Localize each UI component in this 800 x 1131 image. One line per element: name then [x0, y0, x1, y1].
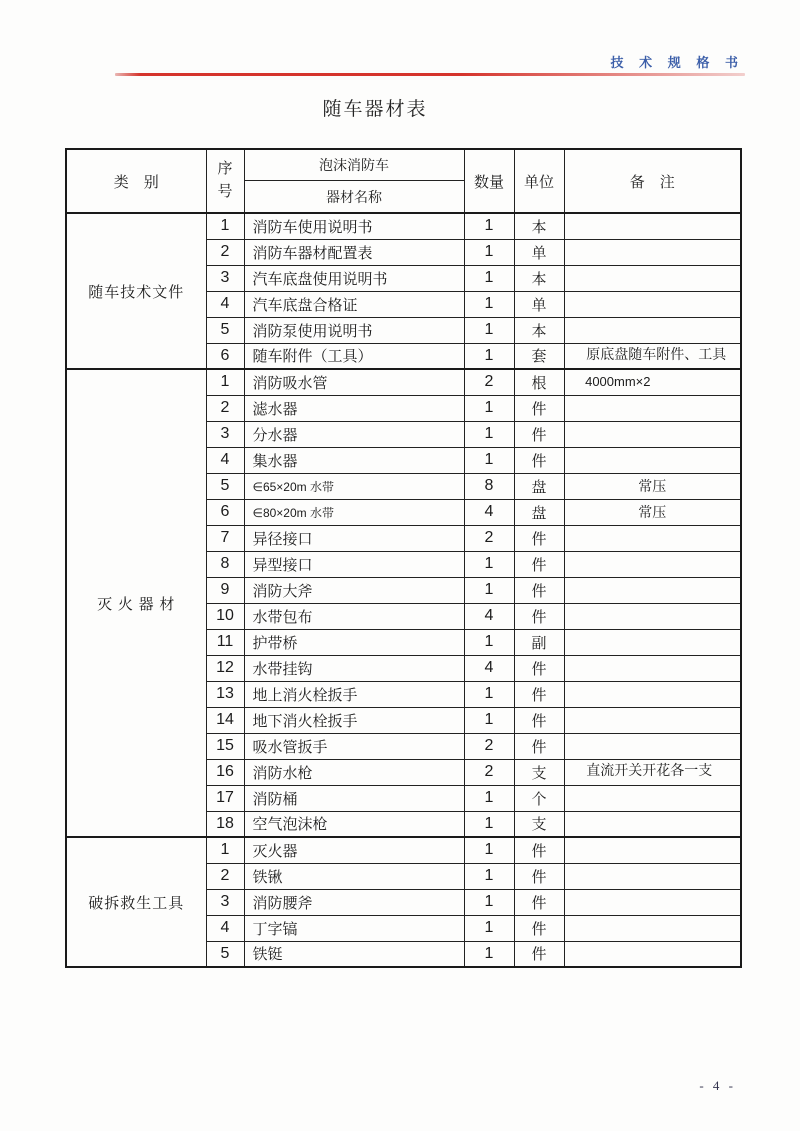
quantity-cell: 1: [464, 837, 514, 863]
quantity-cell: 1: [464, 239, 514, 265]
quantity-cell: 1: [464, 291, 514, 317]
serial-cell: 12: [206, 655, 244, 681]
remark-cell: 原底盘随车附件、工具: [564, 343, 741, 369]
quantity-cell: 1: [464, 551, 514, 577]
equipment-name-cell: 消防车使用说明书: [244, 213, 464, 239]
remark-cell: [564, 941, 741, 967]
quantity-cell: 1: [464, 863, 514, 889]
serial-cell: 7: [206, 525, 244, 551]
equipment-name-cell: 消防泵使用说明书: [244, 317, 464, 343]
unit-cell: 件: [514, 421, 564, 447]
serial-cell: 3: [206, 265, 244, 291]
serial-cell: 4: [206, 291, 244, 317]
serial-cell: 1: [206, 213, 244, 239]
equipment-name-cell: 分水器: [244, 421, 464, 447]
header-equipment-name: 器材名称: [326, 190, 382, 206]
quantity-cell: 1: [464, 317, 514, 343]
remark-cell: 常压: [564, 473, 741, 499]
equipment-name-cell: 消防车器材配置表: [244, 239, 464, 265]
remark-cell: [564, 889, 741, 915]
unit-cell: 盘: [514, 473, 564, 499]
serial-cell: 9: [206, 577, 244, 603]
remark-cell: [564, 395, 741, 421]
header-unit: 单位: [514, 149, 564, 213]
remark-cell: [564, 551, 741, 577]
equipment-name-cell: 丁字镐: [244, 915, 464, 941]
serial-cell: 6: [206, 499, 244, 525]
unit-cell: 件: [514, 733, 564, 759]
quantity-cell: 1: [464, 811, 514, 837]
serial-cell: 4: [206, 447, 244, 473]
quantity-cell: 1: [464, 447, 514, 473]
serial-cell: 3: [206, 421, 244, 447]
unit-cell: 件: [514, 941, 564, 967]
unit-cell: 件: [514, 603, 564, 629]
unit-cell: 件: [514, 551, 564, 577]
serial-cell: 6: [206, 343, 244, 369]
table-body: [66, 213, 741, 967]
unit-cell: 件: [514, 395, 564, 421]
equipment-name-cell: 消防吸水管: [244, 369, 464, 395]
serial-cell: 2: [206, 239, 244, 265]
serial-cell: 15: [206, 733, 244, 759]
remark-cell: [564, 837, 741, 863]
unit-cell: 根: [514, 369, 564, 395]
unit-cell: 单: [514, 239, 564, 265]
serial-cell: 2: [206, 395, 244, 421]
quantity-cell: 2: [464, 525, 514, 551]
remark-cell: 4000mm×2: [564, 369, 741, 395]
header-equipment: [244, 149, 464, 213]
equipment-name-cell: 水带挂钩: [244, 655, 464, 681]
unit-cell: 个: [514, 785, 564, 811]
equipment-name-cell: 铁铤: [244, 941, 464, 967]
unit-cell: 件: [514, 837, 564, 863]
equipment-name-cell: 随车附件（工具）: [244, 343, 464, 369]
unit-cell: 支: [514, 811, 564, 837]
remark-cell: [564, 733, 741, 759]
unit-cell: 单: [514, 291, 564, 317]
unit-cell: 件: [514, 655, 564, 681]
quantity-cell: 1: [464, 941, 514, 967]
header-serial-label: 序号: [217, 160, 233, 200]
header-category: 类 别: [66, 149, 206, 213]
category-cell: 随车技术文件: [66, 213, 206, 369]
serial-cell: 5: [206, 941, 244, 967]
quantity-cell: 1: [464, 629, 514, 655]
remark-cell: 常压: [564, 499, 741, 525]
quantity-cell: 1: [464, 785, 514, 811]
equipment-name-cell: 异径接口: [244, 525, 464, 551]
page-number: - 4 -: [699, 1078, 736, 1093]
equipment-name-cell: 吸水管扳手: [244, 733, 464, 759]
equipment-name-cell: 汽车底盘合格证: [244, 291, 464, 317]
equipment-name-cell: 消防水枪: [244, 759, 464, 785]
unit-cell: 件: [514, 707, 564, 733]
serial-cell: 17: [206, 785, 244, 811]
remark-cell: [564, 317, 741, 343]
table-header-row: [66, 149, 741, 213]
page-title: 随车器材表: [322, 99, 428, 120]
serial-cell: 14: [206, 707, 244, 733]
unit-cell: 副: [514, 629, 564, 655]
serial-cell: 2: [206, 863, 244, 889]
unit-cell: 件: [514, 863, 564, 889]
unit-cell: 盘: [514, 499, 564, 525]
quantity-cell: 1: [464, 213, 514, 239]
unit-cell: 本: [514, 213, 564, 239]
serial-cell: 4: [206, 915, 244, 941]
quantity-cell: 2: [464, 369, 514, 395]
quantity-cell: 1: [464, 707, 514, 733]
quantity-cell: 1: [464, 577, 514, 603]
equipment-table: [65, 148, 742, 968]
unit-cell: 件: [514, 577, 564, 603]
quantity-cell: 1: [464, 265, 514, 291]
serial-cell: 1: [206, 837, 244, 863]
equipment-name-cell: 异型接口: [244, 551, 464, 577]
equipment-name-cell: 汽车底盘使用说明书: [244, 265, 464, 291]
equipment-name-cell: 滤水器: [244, 395, 464, 421]
category-cell: 灭 火 器 材: [66, 369, 206, 837]
quantity-cell: 1: [464, 681, 514, 707]
unit-cell: 套: [514, 343, 564, 369]
serial-cell: 18: [206, 811, 244, 837]
remark-cell: [564, 239, 741, 265]
remark-cell: [564, 421, 741, 447]
serial-cell: 13: [206, 681, 244, 707]
unit-cell: 支: [514, 759, 564, 785]
quantity-cell: 1: [464, 915, 514, 941]
equipment-name-cell: ∈80×20m 水带: [244, 499, 464, 525]
header-quantity: 数量: [464, 149, 514, 213]
remark-cell: [564, 811, 741, 837]
header-serial: [206, 149, 244, 213]
quantity-cell: 1: [464, 889, 514, 915]
remark-cell: [564, 525, 741, 551]
equipment-name-cell: 铁锹: [244, 863, 464, 889]
unit-cell: 件: [514, 447, 564, 473]
quantity-cell: 4: [464, 499, 514, 525]
remark-cell: [564, 785, 741, 811]
remark-cell: [564, 577, 741, 603]
remark-cell: [564, 447, 741, 473]
equipment-name-cell: 消防大斧: [244, 577, 464, 603]
unit-cell: 件: [514, 915, 564, 941]
remark-cell: [564, 681, 741, 707]
equipment-name-cell: 空气泡沫枪: [244, 811, 464, 837]
quantity-cell: 1: [464, 343, 514, 369]
table-row: [66, 837, 741, 863]
table-row: [66, 369, 741, 395]
serial-cell: 5: [206, 473, 244, 499]
serial-cell: 8: [206, 551, 244, 577]
remark-cell: [564, 707, 741, 733]
quantity-cell: 4: [464, 655, 514, 681]
remark-cell: [564, 213, 741, 239]
quantity-cell: 8: [464, 473, 514, 499]
equipment-name-cell: 护带桥: [244, 629, 464, 655]
unit-cell: 件: [514, 889, 564, 915]
unit-cell: 件: [514, 681, 564, 707]
quantity-cell: 1: [464, 395, 514, 421]
remark-cell: [564, 265, 741, 291]
serial-cell: 5: [206, 317, 244, 343]
remark-cell: [564, 603, 741, 629]
equipment-name-cell: 地上消火栓扳手: [244, 681, 464, 707]
quantity-cell: 4: [464, 603, 514, 629]
unit-cell: 本: [514, 317, 564, 343]
remark-cell: 直流开关开花各一支: [564, 759, 741, 785]
header-vehicle-type: 泡沫消防车: [245, 150, 464, 181]
serial-cell: 11: [206, 629, 244, 655]
remark-cell: [564, 863, 741, 889]
serial-cell: 3: [206, 889, 244, 915]
remark-cell: [564, 629, 741, 655]
quantity-cell: 2: [464, 759, 514, 785]
quantity-cell: 1: [464, 421, 514, 447]
equipment-name-cell: ∈65×20m 水带: [244, 473, 464, 499]
category-cell: 破拆救生工具: [66, 837, 206, 967]
remark-cell: [564, 291, 741, 317]
serial-cell: 1: [206, 369, 244, 395]
header-rule-line: [115, 73, 745, 76]
equipment-name-cell: 消防腰斧: [244, 889, 464, 915]
table-row: [66, 213, 741, 239]
quantity-cell: 2: [464, 733, 514, 759]
equipment-name-cell: 消防桶: [244, 785, 464, 811]
equipment-name-cell: 水带包布: [244, 603, 464, 629]
unit-cell: 本: [514, 265, 564, 291]
equipment-name-cell: 地下消火栓扳手: [244, 707, 464, 733]
remark-cell: [564, 655, 741, 681]
serial-cell: 16: [206, 759, 244, 785]
unit-cell: 件: [514, 525, 564, 551]
equipment-name-cell: 集水器: [244, 447, 464, 473]
header-remark: 备 注: [564, 149, 741, 213]
serial-cell: 10: [206, 603, 244, 629]
remark-cell: [564, 915, 741, 941]
document-header-label: 技 术 规 格 书: [610, 55, 744, 70]
equipment-name-cell: 灭火器: [244, 837, 464, 863]
